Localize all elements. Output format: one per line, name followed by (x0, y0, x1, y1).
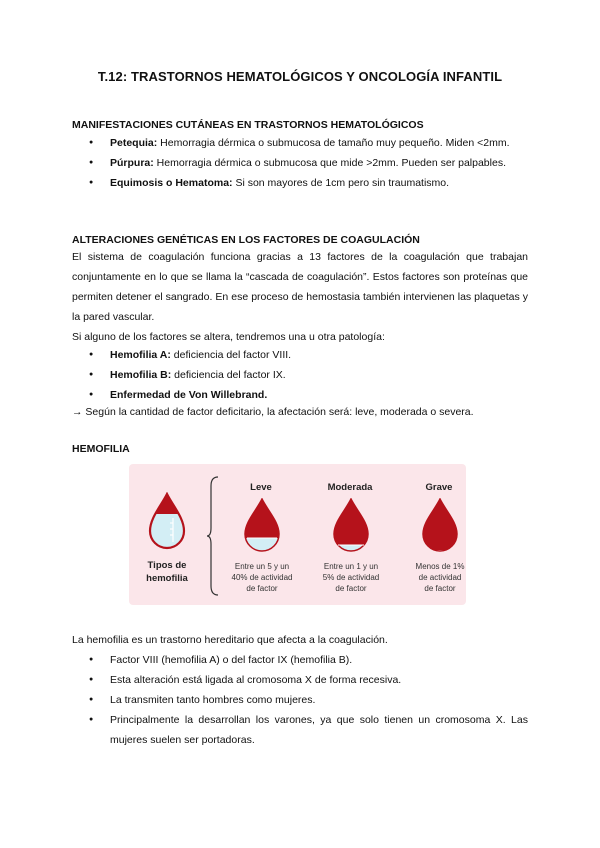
type-name-grave: Grave (425, 482, 453, 493)
pathology-intro: Si alguno de los factores se altera, tendremos una u otra patología: (72, 331, 385, 343)
figure-label-line: Tipos de (147, 560, 187, 571)
list-item: ● La transmiten tanto hombres como mujeres. (72, 690, 528, 710)
list-item (72, 133, 528, 153)
list-item: ● Factor VIII (hemofilia A) o del factor IX (hemofilia B). (72, 650, 528, 670)
coagulation-paragraph: El sistema de coagulación funciona gracias a 13 factores de la coagulación que trabajan conjuntamente en lo que se llama la “cascada de coagulación”. Estos factores son proteínas que permiten detener el sangrado. En ese proceso de hemostasia también intervienen las plaquetas y la pared vascular. (72, 251, 528, 323)
term: Hemofilia B: (110, 369, 172, 381)
cutaneous-list (72, 133, 528, 193)
caption-line: Entre un 1 y un (323, 562, 379, 571)
blood-drop-icon (147, 492, 187, 552)
term: Petequia: (110, 137, 158, 149)
hemophilia-paragraph: La hemofilia es un trastorno hereditario que afecta a la coagulación. (72, 634, 388, 646)
figure-label (139, 559, 195, 585)
hemophilia-list (72, 650, 528, 750)
type-name-leve: Leve (250, 482, 272, 493)
page-title: T.12: TRASTORNOS HEMATOLÓGICOS Y ONCOLOGÍA INFANTIL (97, 69, 503, 84)
section-heading-genetic: ALTERACIONES GENÉTICAS EN LOS FACTORES DE COAGULACIÓN (72, 234, 420, 246)
list-item (72, 153, 528, 173)
caption-line: de factor (424, 584, 456, 593)
hemophilia-types-figure (129, 464, 466, 605)
definition: deficiencia del factor IX. (171, 369, 286, 381)
term: Equimosis o Hematoma: (110, 177, 233, 189)
caption-line: Menos de 1% (415, 562, 465, 571)
caption-line: de factor (335, 584, 367, 593)
section-heading-hemophilia: HEMOFILIA (72, 443, 130, 455)
brace-icon (207, 476, 219, 596)
list-item (72, 365, 528, 385)
type-caption-leve (227, 561, 297, 594)
factor-list (72, 345, 528, 405)
caption-line: de actividad (418, 573, 462, 582)
blood-drop-icon-grave (421, 498, 459, 554)
section-heading-cutaneous: MANIFESTACIONES CUTÁNEAS EN TRASTORNOS HEMATOLÓGICOS (72, 119, 424, 131)
type-caption-moderada (316, 561, 386, 594)
list-item (72, 173, 528, 193)
caption-line: 5% de actividad (322, 573, 380, 582)
figure-label-line: hemofilia (146, 573, 188, 584)
definition: Hemorragia dérmica o submucosa de tamaño muy pequeño. Miden <2mm. (157, 137, 510, 149)
definition: Si son mayores de 1cm pero sin traumatismo. (232, 177, 450, 189)
blood-drop-icon-moderada (332, 498, 370, 554)
severity-note: → Según la cantidad de factor deficitario, la afectación será: leve, moderada o severa. (72, 406, 474, 418)
type-name-moderada: Moderada (327, 482, 373, 493)
list-item: ● Esta alteración está ligada al cromosoma X de forma recesiva. (72, 670, 528, 690)
term: Enfermedad de Von Willebrand. (110, 389, 268, 401)
caption-line: Entre un 5 y un (234, 562, 290, 571)
term: Hemofilia A: (110, 349, 171, 361)
list-item (72, 345, 528, 365)
definition: Hemorragia dérmica o submucosa que mide >2mm. Pueden ser palpables. (153, 157, 506, 169)
blood-drop-icon-leve (243, 498, 281, 554)
definition: deficiencia del factor VIII. (170, 349, 292, 361)
caption-line: 40% de actividad (231, 573, 293, 582)
type-caption-grave (405, 561, 475, 594)
caption-line: de factor (246, 584, 278, 593)
list-item: ● Principalmente la desarrollan los varones, ya que solo tienen un cromosoma X. Las mujeres suelen ser portadoras. (72, 710, 528, 750)
term: Púrpura: (110, 157, 154, 169)
